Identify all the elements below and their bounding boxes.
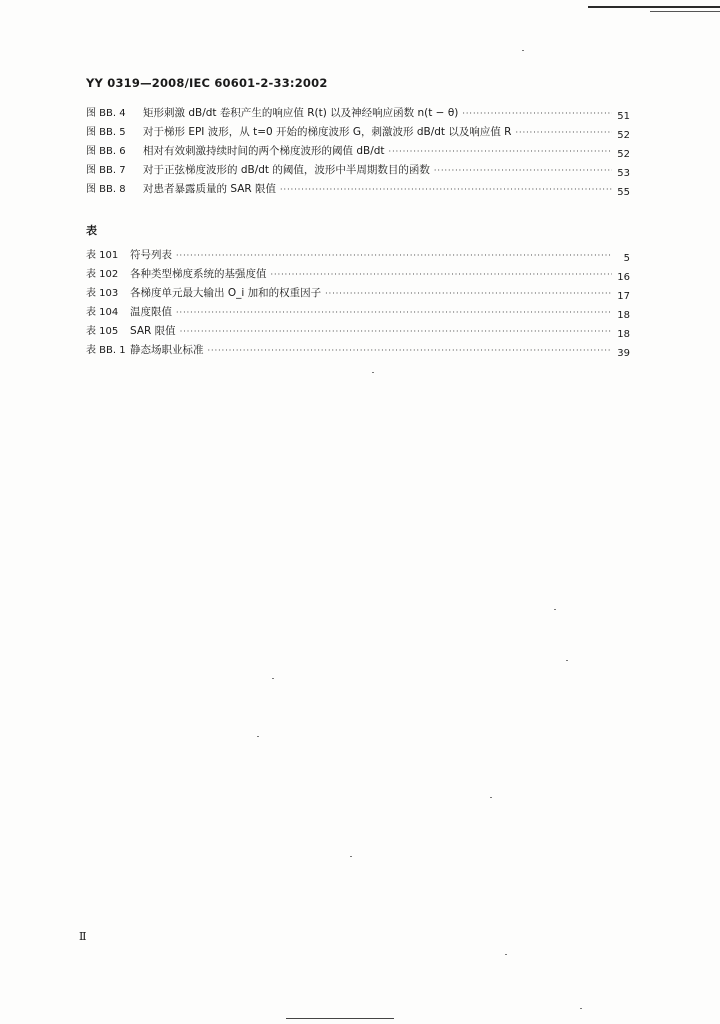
toc-entry-figure <box>86 161 630 180</box>
figures-list <box>86 104 630 199</box>
entry-page: 39 <box>617 348 630 359</box>
toc-entry-table <box>86 265 630 284</box>
scan-speck <box>554 609 556 610</box>
toc-entry-table <box>86 246 630 265</box>
scan-speck <box>580 1008 582 1009</box>
entry-number: 图 BB. 4 <box>86 108 126 119</box>
leader-dots <box>462 109 612 118</box>
leader-dots <box>389 147 612 156</box>
entry-number: 表 103 <box>86 288 119 299</box>
scan-speck <box>350 856 352 857</box>
top-rule <box>588 6 720 8</box>
entry-number: 图 BB. 8 <box>86 184 126 195</box>
entry-title: 对患者暴露质量的 SAR 限值 <box>143 183 277 195</box>
top-rule-thin <box>650 11 720 12</box>
standard-code-header: YY 0319—2008/IEC 60601-2-33:2002 <box>86 76 328 90</box>
entry-page: 5 <box>623 253 630 264</box>
toc-entry-table <box>86 322 630 341</box>
entry-number: 表 102 <box>86 269 119 280</box>
leader-dots <box>280 185 612 194</box>
entry-number: 图 BB. 6 <box>86 146 126 157</box>
entry-title: 相对有效刺激持续时间的两个梯度波形的阈值 dB/dt <box>143 145 385 157</box>
scan-speck <box>522 50 524 51</box>
leader-dots <box>271 270 613 279</box>
scan-speck <box>490 797 492 798</box>
entry-title: SAR 限值 <box>130 325 176 337</box>
entry-title: 各梯度单元最大输出 O_i 加和的权重因子 <box>130 287 322 299</box>
leader-dots <box>176 308 612 317</box>
entry-number: 表 104 <box>86 307 119 318</box>
entry-page: 18 <box>617 310 630 321</box>
entry-page: 18 <box>617 329 630 340</box>
scan-speck <box>272 678 274 679</box>
entry-title: 对于梯形 EPI 波形，从 t=0 开始的梯度波形 G，刺激波形 dB/dt 以及响应值 R <box>143 126 512 138</box>
entry-title: 符号列表 <box>130 249 172 261</box>
toc-entry-figure <box>86 104 630 123</box>
entry-number: 图 BB. 5 <box>86 127 126 138</box>
entry-title: 温度限值 <box>130 306 172 318</box>
toc-entry-figure <box>86 180 630 199</box>
entry-page: 16 <box>617 272 630 283</box>
tables-section-heading: 表 <box>86 224 97 237</box>
entry-number: 图 BB. 7 <box>86 165 126 176</box>
toc-entry-figure <box>86 123 630 142</box>
scan-speck <box>372 372 374 373</box>
entry-number: 表 105 <box>86 326 119 337</box>
entry-title: 矩形刺激 dB/dt 卷积产生的响应值 R(t) 以及神经响应函数 n(t − θ) <box>143 107 459 119</box>
leader-dots <box>208 346 613 355</box>
bottom-scan-mark <box>286 1018 394 1019</box>
entry-title: 对于正弦梯度波形的 dB/dt 的阈值，波形中半周期数目的函数 <box>143 164 430 176</box>
toc-entry-figure <box>86 142 630 161</box>
entry-number: 表 BB. 1 <box>86 345 126 356</box>
entry-page: 17 <box>617 291 630 302</box>
entry-title: 各种类型梯度系统的基强度值 <box>130 268 267 280</box>
tables-list <box>86 246 630 360</box>
entry-title: 静态场职业标准 <box>130 344 204 356</box>
entry-page: 53 <box>617 168 630 179</box>
entry-page: 51 <box>617 111 630 122</box>
scan-speck <box>505 954 507 955</box>
toc-entry-table <box>86 284 630 303</box>
leader-dots <box>176 251 612 260</box>
entry-page: 55 <box>617 187 630 198</box>
scan-speck <box>257 736 259 737</box>
toc-entry-table <box>86 303 630 322</box>
leader-dots <box>434 166 612 175</box>
entry-page: 52 <box>617 130 630 141</box>
toc-entry-table <box>86 341 630 360</box>
entry-number: 表 101 <box>86 250 119 261</box>
leader-dots <box>180 327 612 336</box>
scan-speck <box>566 660 568 661</box>
entry-page: 52 <box>617 149 630 160</box>
footer-page-number: Ⅱ <box>79 930 87 943</box>
leader-dots <box>325 289 612 298</box>
leader-dots <box>515 128 612 137</box>
